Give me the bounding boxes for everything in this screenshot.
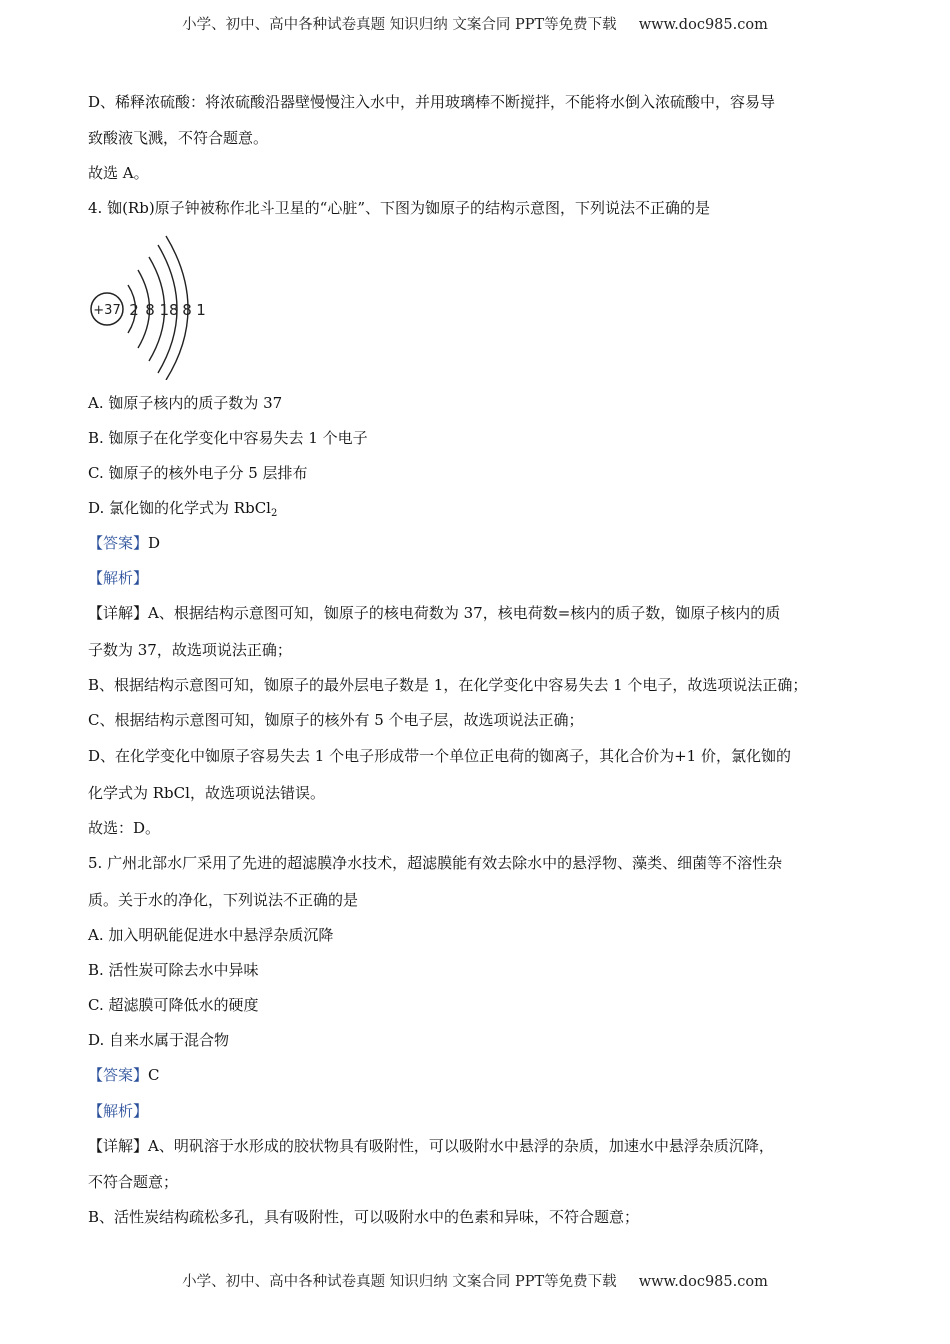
prev-option-d-line1: D、稀释浓硫酸：将浓硫酸沿器壁慢慢注入水中，并用玻璃棒不断搅拌，不能将水倒入浓硫酸中，容易导 <box>88 93 776 111</box>
q5-option-c: C. 超滤膜可降低水的硬度 <box>88 996 259 1014</box>
q5-analysis-tag: 【解析】 <box>88 1102 149 1120</box>
q4-choose: 故选：D。 <box>88 819 161 837</box>
q4-detail-line6: 化学式为 RbCl，故选项说法错误。 <box>88 784 325 802</box>
q5-stem-line2: 质。关于水的净化，下列说法不正确的是 <box>88 891 359 909</box>
q4-detail-line3: B、根据结构示意图可知，铷原子的最外层电子数是 1，在化学变化中容易失去 1 个电子，故选项说法正确； <box>88 676 808 694</box>
q4-stem: 4. 铷(Rb)原子钟被称作北斗卫星的“心脏”、下图为铷原子的结构示意图，下列说法不正确的是 <box>88 199 711 217</box>
page-header <box>0 13 950 34</box>
rubidium-atom-diagram <box>86 230 216 380</box>
answer-value: D <box>148 534 161 552</box>
q4-option-b: B. 铷原子在化学变化中容易失去 1 个电子 <box>88 429 368 447</box>
shell-electron-count: 1 <box>196 301 206 319</box>
shell-electron-count: 8 <box>145 301 155 319</box>
nucleus-label: +37 <box>93 303 121 318</box>
q4-option-a: A. 铷原子核内的质子数为 37 <box>88 394 283 412</box>
shell-electron-count: 2 <box>129 301 139 319</box>
answer-value: C <box>148 1066 160 1084</box>
q4-option-d <box>88 497 277 519</box>
q5-stem-line1: 5. 广州北部水厂采用了先进的超滤膜净水技术，超滤膜能有效去除水中的悬浮物、藻类、细菌等不溶性杂 <box>88 854 783 872</box>
header-url[interactable]: www.doc985.com <box>638 17 768 33</box>
prev-choose: 故选 A。 <box>88 164 149 182</box>
q5-answer <box>88 1064 160 1085</box>
q5-detail-line1: 【详解】A、明矾溶于水形成的胶状物具有吸附性，可以吸附水中悬浮的杂质，加速水中悬浮杂质沉降， <box>88 1137 774 1155</box>
q5-detail-line3: B、活性炭结构疏松多孔，具有吸附性，可以吸附水中的色素和异味，不符合题意； <box>88 1208 640 1226</box>
q4-answer <box>88 532 160 553</box>
answer-tag: 【答案】 <box>88 534 149 552</box>
q4-analysis-tag: 【解析】 <box>88 569 149 587</box>
q4-option-c: C. 铷原子的核外电子分 5 层排布 <box>88 464 308 482</box>
q5-option-a: A. 加入明矾能促进水中悬浮杂质沉降 <box>88 926 334 944</box>
footer-url[interactable]: www.doc985.com <box>638 1274 768 1290</box>
q5-option-d: D. 自来水属于混合物 <box>88 1031 230 1049</box>
page-footer <box>0 1270 950 1291</box>
header-text: 小学、初中、高中各种试卷真题 知识归纳 文案合同 PPT等免费下载 <box>182 17 617 33</box>
answer-tag: 【答案】 <box>88 1066 149 1084</box>
shell-electron-count: 8 <box>182 301 192 319</box>
q5-detail-line2: 不符合题意； <box>88 1173 179 1191</box>
q4-option-d-text: D. 氯化铷的化学式为 RbCl <box>88 499 271 517</box>
q4-detail-line1: 【详解】A、根据结构示意图可知，铷原子的核电荷数为 37，核电荷数=核内的质子数，铷原子核内的质 <box>88 604 781 622</box>
q4-option-d-subscript: 2 <box>270 508 278 519</box>
shell-electron-count: 18 <box>159 301 179 319</box>
q4-detail-line4: C、根据结构示意图可知，铷原子的核外有 5 个电子层，故选项说法正确； <box>88 711 584 729</box>
q4-detail-line5: D、在化学变化中铷原子容易失去 1 个电子形成带一个单位正电荷的铷离子，其化合价为+1 价，氯化铷的 <box>88 747 791 765</box>
prev-option-d-line2: 致酸液飞溅，不符合题意。 <box>88 129 269 147</box>
q5-option-b: B. 活性炭可除去水中异味 <box>88 961 259 979</box>
q4-detail-line2: 子数为 37，故选项说法正确； <box>88 641 292 659</box>
footer-text: 小学、初中、高中各种试卷真题 知识归纳 文案合同 PPT等免费下载 <box>182 1274 617 1290</box>
